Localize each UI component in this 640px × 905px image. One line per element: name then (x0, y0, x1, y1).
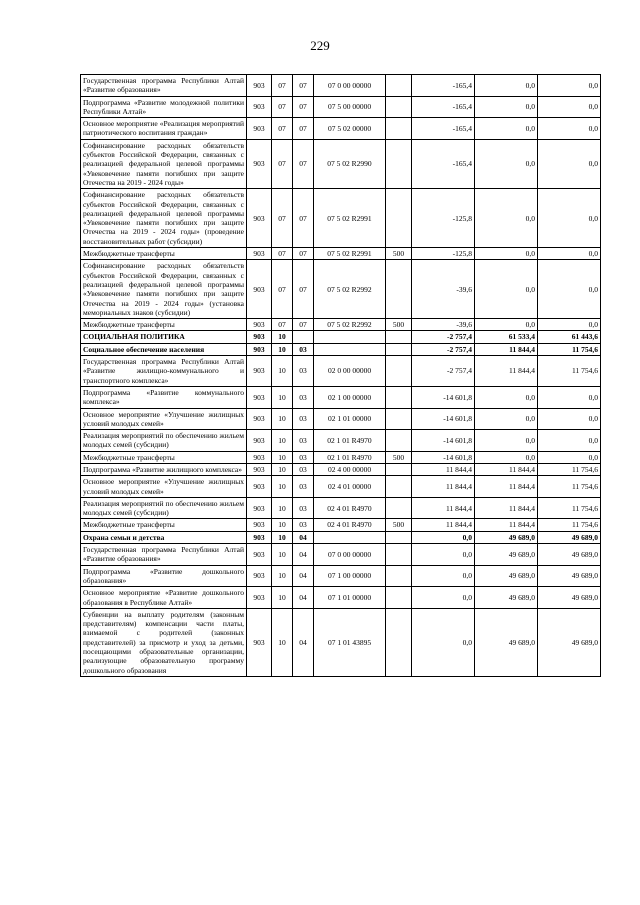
amount-next-year: 11 844,4 (475, 356, 538, 387)
amount-current-year: -14 601,8 (412, 451, 475, 463)
section-code: 10 (272, 519, 293, 531)
subsection-code: 04 (293, 531, 314, 543)
expense-kind-code: 500 (386, 451, 412, 463)
table-row (81, 248, 601, 260)
expense-kind-code (386, 463, 412, 475)
admin-code: 903 (247, 319, 272, 331)
amount-second-year: 61 443,6 (538, 331, 601, 343)
section-code: 10 (272, 531, 293, 543)
table-row (81, 139, 601, 188)
section-code: 07 (272, 189, 293, 248)
expense-kind-code (386, 356, 412, 387)
subsection-code (293, 331, 314, 343)
subsection-code: 07 (293, 75, 314, 97)
subsection-code: 07 (293, 96, 314, 118)
section-code: 10 (272, 497, 293, 519)
section-code: 10 (272, 356, 293, 387)
table-row (81, 319, 601, 331)
subsection-code: 04 (293, 565, 314, 587)
expense-kind-code (386, 587, 412, 609)
subsection-code: 03 (293, 408, 314, 430)
amount-second-year: 0,0 (538, 319, 601, 331)
expense-kind-code (386, 430, 412, 452)
subsection-code: 03 (293, 430, 314, 452)
target-article-code: 02 4 00 00000 (314, 463, 386, 475)
section-code: 07 (272, 118, 293, 140)
expense-kind-code (386, 608, 412, 676)
amount-second-year: 49 689,0 (538, 531, 601, 543)
subsection-code: 03 (293, 463, 314, 475)
table-row (81, 608, 601, 676)
expense-kind-code (386, 531, 412, 543)
table-row (81, 331, 601, 343)
amount-next-year: 11 844,4 (475, 519, 538, 531)
admin-code: 903 (247, 260, 272, 319)
amount-current-year: -165,4 (412, 75, 475, 97)
target-article-code: 07 5 02 R2991 (314, 189, 386, 248)
target-article-code: 02 1 01 00000 (314, 408, 386, 430)
row-name: СОЦИАЛЬНАЯ ПОЛИТИКА (81, 331, 247, 343)
admin-code: 903 (247, 544, 272, 566)
section-code: 07 (272, 248, 293, 260)
target-article-code: 07 1 00 00000 (314, 565, 386, 587)
amount-second-year: 11 754,6 (538, 497, 601, 519)
amount-current-year: -2 757,4 (412, 356, 475, 387)
amount-next-year: 0,0 (475, 248, 538, 260)
table-row (81, 531, 601, 543)
row-name: Софинансирование расходных обязательств субъектов Российской Федерации, связанных с реализацией федеральной целевой программы «Увековечение памяти погибших при защите Отечества на 2019 - 2024 годы» (проведение восстановительных работ (субсидии) (81, 189, 247, 248)
budget-table (80, 74, 601, 677)
section-code: 07 (272, 319, 293, 331)
row-name: Софинансирование расходных обязательств субъектов Российской Федерации, связанных с реализацией федеральной целевой программы «Увековечение памяти погибших при защите Отечества на 2019 - 2024 годы» (установка мемориальных знаков (субсидии) (81, 260, 247, 319)
section-code: 10 (272, 386, 293, 408)
target-article-code: 07 5 02 R2990 (314, 139, 386, 188)
expense-kind-code (386, 189, 412, 248)
amount-current-year: -2 757,4 (412, 343, 475, 355)
amount-next-year: 0,0 (475, 386, 538, 408)
section-code: 10 (272, 331, 293, 343)
amount-next-year: 49 689,0 (475, 544, 538, 566)
amount-second-year: 49 689,0 (538, 608, 601, 676)
section-code: 10 (272, 565, 293, 587)
admin-code: 903 (247, 565, 272, 587)
row-name: Основное мероприятие «Реализация мероприятий патриотического воспитания граждан» (81, 118, 247, 140)
section-code: 10 (272, 608, 293, 676)
amount-second-year: 0,0 (538, 118, 601, 140)
row-name: Основное мероприятие «Улучшение жилищных условий молодых семей» (81, 476, 247, 498)
subsection-code: 07 (293, 189, 314, 248)
table-row (81, 189, 601, 248)
amount-second-year: 11 754,6 (538, 519, 601, 531)
section-code: 07 (272, 139, 293, 188)
target-article-code: 07 5 02 R2992 (314, 260, 386, 319)
admin-code: 903 (247, 497, 272, 519)
table-row (81, 565, 601, 587)
expense-kind-code: 500 (386, 248, 412, 260)
amount-next-year: 0,0 (475, 118, 538, 140)
section-code: 10 (272, 343, 293, 355)
expense-kind-code (386, 386, 412, 408)
row-name: Межбюджетные трансферты (81, 248, 247, 260)
amount-current-year: 11 844,4 (412, 463, 475, 475)
section-code: 07 (272, 96, 293, 118)
admin-code: 903 (247, 608, 272, 676)
expense-kind-code (386, 139, 412, 188)
amount-next-year: 49 689,0 (475, 565, 538, 587)
row-name: Подпрограмма «Развитие молодежной политики Республики Алтай» (81, 96, 247, 118)
amount-next-year: 0,0 (475, 139, 538, 188)
row-name: Подпрограмма «Развитие дошкольного образования» (81, 565, 247, 587)
admin-code: 903 (247, 587, 272, 609)
target-article-code: 02 1 00 00000 (314, 386, 386, 408)
amount-second-year: 0,0 (538, 75, 601, 97)
section-code: 07 (272, 260, 293, 319)
target-article-code: 02 4 01 R4970 (314, 519, 386, 531)
target-article-code: 02 4 01 R4970 (314, 497, 386, 519)
row-name: Подпрограмма «Развитие жилищного комплекса» (81, 463, 247, 475)
amount-second-year: 11 754,6 (538, 476, 601, 498)
amount-second-year: 11 754,6 (538, 356, 601, 387)
subsection-code: 03 (293, 343, 314, 355)
amount-current-year: 11 844,4 (412, 476, 475, 498)
amount-next-year: 0,0 (475, 96, 538, 118)
amount-current-year: 0,0 (412, 544, 475, 566)
expense-kind-code: 500 (386, 319, 412, 331)
row-name: Межбюджетные трансферты (81, 319, 247, 331)
expense-kind-code: 500 (386, 519, 412, 531)
section-code: 10 (272, 544, 293, 566)
target-article-code: 07 1 01 43895 (314, 608, 386, 676)
admin-code: 903 (247, 75, 272, 97)
target-article-code: 07 5 02 R2991 (314, 248, 386, 260)
target-article-code: 07 1 01 00000 (314, 587, 386, 609)
table-row (81, 544, 601, 566)
amount-next-year: 0,0 (475, 189, 538, 248)
amount-next-year: 11 844,4 (475, 343, 538, 355)
row-name: Государственная программа Республики Алтай «Развитие образования» (81, 544, 247, 566)
row-name: Межбюджетные трансферты (81, 451, 247, 463)
amount-current-year: 0,0 (412, 531, 475, 543)
admin-code: 903 (247, 248, 272, 260)
admin-code: 903 (247, 386, 272, 408)
row-name: Государственная программа Республики Алтай «Развитие жилищно-коммунального и транспортного комплекса» (81, 356, 247, 387)
amount-second-year: 49 689,0 (538, 544, 601, 566)
expense-kind-code (386, 331, 412, 343)
amount-second-year: 0,0 (538, 189, 601, 248)
admin-code: 903 (247, 408, 272, 430)
table-row (81, 519, 601, 531)
table-row (81, 118, 601, 140)
table-row (81, 408, 601, 430)
amount-current-year: 0,0 (412, 565, 475, 587)
subsection-code: 04 (293, 544, 314, 566)
page-number: 229 (310, 38, 330, 53)
target-article-code: 02 4 01 00000 (314, 476, 386, 498)
amount-current-year: -165,4 (412, 96, 475, 118)
amount-current-year: -14 601,8 (412, 430, 475, 452)
amount-second-year: 11 754,6 (538, 463, 601, 475)
expense-kind-code (386, 476, 412, 498)
row-name: Реализация мероприятий по обеспечению жильем молодых семей (субсидии) (81, 497, 247, 519)
amount-next-year: 0,0 (475, 75, 538, 97)
amount-second-year: 0,0 (538, 96, 601, 118)
amount-current-year: -39,6 (412, 260, 475, 319)
amount-current-year: -14 601,8 (412, 408, 475, 430)
amount-second-year: 0,0 (538, 139, 601, 188)
subsection-code: 03 (293, 497, 314, 519)
admin-code: 903 (247, 356, 272, 387)
expense-kind-code (386, 75, 412, 97)
table-row (81, 451, 601, 463)
admin-code: 903 (247, 96, 272, 118)
expense-kind-code (386, 497, 412, 519)
amount-second-year: 0,0 (538, 430, 601, 452)
table-row (81, 343, 601, 355)
table-row (81, 260, 601, 319)
amount-current-year: -39,6 (412, 319, 475, 331)
target-article-code: 02 1 01 R4970 (314, 451, 386, 463)
amount-current-year: -165,4 (412, 118, 475, 140)
subsection-code: 07 (293, 319, 314, 331)
amount-current-year: 0,0 (412, 587, 475, 609)
table-row (81, 497, 601, 519)
subsection-code: 03 (293, 519, 314, 531)
subsection-code: 07 (293, 118, 314, 140)
amount-current-year: 0,0 (412, 608, 475, 676)
row-name: Основное мероприятие «Улучшение жилищных условий молодых семей» (81, 408, 247, 430)
subsection-code: 07 (293, 260, 314, 319)
target-article-code: 07 5 02 R2992 (314, 319, 386, 331)
amount-next-year: 49 689,0 (475, 608, 538, 676)
row-name: Социальное обеспечение населения (81, 343, 247, 355)
section-code: 10 (272, 430, 293, 452)
admin-code: 903 (247, 531, 272, 543)
amount-next-year: 61 533,4 (475, 331, 538, 343)
amount-second-year: 49 689,0 (538, 565, 601, 587)
amount-current-year: 11 844,4 (412, 497, 475, 519)
subsection-code: 03 (293, 386, 314, 408)
amount-second-year: 49 689,0 (538, 587, 601, 609)
admin-code: 903 (247, 118, 272, 140)
row-name: Софинансирование расходных обязательств субъектов Российской Федерации, связанных с реализацией федеральной целевой программы «Увековечение памяти погибших при защите Отечества на 2019 - 2024 годы» (81, 139, 247, 188)
admin-code: 903 (247, 451, 272, 463)
amount-next-year: 11 844,4 (475, 497, 538, 519)
subsection-code: 03 (293, 476, 314, 498)
row-name: Подпрограмма «Развитие коммунального комплекса» (81, 386, 247, 408)
amount-next-year: 0,0 (475, 451, 538, 463)
target-article-code: 07 5 02 00000 (314, 118, 386, 140)
table-row (81, 476, 601, 498)
amount-second-year: 0,0 (538, 386, 601, 408)
amount-next-year: 0,0 (475, 260, 538, 319)
expense-kind-code (386, 544, 412, 566)
amount-current-year: -165,4 (412, 139, 475, 188)
amount-next-year: 0,0 (475, 408, 538, 430)
subsection-code: 04 (293, 608, 314, 676)
target-article-code: 07 5 00 00000 (314, 96, 386, 118)
amount-current-year: -125,8 (412, 189, 475, 248)
admin-code: 903 (247, 430, 272, 452)
amount-second-year: 0,0 (538, 260, 601, 319)
amount-next-year: 49 689,0 (475, 531, 538, 543)
subsection-code: 07 (293, 248, 314, 260)
expense-kind-code (386, 96, 412, 118)
expense-kind-code (386, 408, 412, 430)
target-article-code (314, 531, 386, 543)
table-row (81, 430, 601, 452)
subsection-code: 07 (293, 139, 314, 188)
admin-code: 903 (247, 331, 272, 343)
amount-current-year: 11 844,4 (412, 519, 475, 531)
amount-second-year: 0,0 (538, 408, 601, 430)
row-name: Государственная программа Республики Алтай «Развитие образования» (81, 75, 247, 97)
subsection-code: 03 (293, 356, 314, 387)
section-code: 10 (272, 476, 293, 498)
admin-code: 903 (247, 189, 272, 248)
admin-code: 903 (247, 463, 272, 475)
target-article-code (314, 343, 386, 355)
target-article-code: 02 1 01 R4970 (314, 430, 386, 452)
row-name: Основное мероприятие «Развитие дошкольного образования в Республике Алтай» (81, 587, 247, 609)
subsection-code: 03 (293, 451, 314, 463)
amount-current-year: -2 757,4 (412, 331, 475, 343)
subsection-code: 04 (293, 587, 314, 609)
amount-next-year: 49 689,0 (475, 587, 538, 609)
table-row (81, 463, 601, 475)
expense-kind-code (386, 260, 412, 319)
target-article-code: 07 0 00 00000 (314, 75, 386, 97)
target-article-code (314, 331, 386, 343)
row-name: Реализация мероприятий по обеспечению жильем молодых семей (субсидии) (81, 430, 247, 452)
row-name: Межбюджетные трансферты (81, 519, 247, 531)
section-code: 10 (272, 451, 293, 463)
admin-code: 903 (247, 476, 272, 498)
table-row (81, 75, 601, 97)
amount-next-year: 0,0 (475, 319, 538, 331)
section-code: 10 (272, 408, 293, 430)
table-row (81, 356, 601, 387)
table-row (81, 587, 601, 609)
amount-current-year: -125,8 (412, 248, 475, 260)
section-code: 10 (272, 463, 293, 475)
amount-current-year: -14 601,8 (412, 386, 475, 408)
admin-code: 903 (247, 519, 272, 531)
amount-next-year: 11 844,4 (475, 476, 538, 498)
section-code: 07 (272, 75, 293, 97)
target-article-code: 02 0 00 00000 (314, 356, 386, 387)
expense-kind-code (386, 343, 412, 355)
row-name: Охрана семьи и детства (81, 531, 247, 543)
admin-code: 903 (247, 343, 272, 355)
table-row (81, 96, 601, 118)
section-code: 10 (272, 587, 293, 609)
expense-kind-code (386, 118, 412, 140)
table-row (81, 386, 601, 408)
amount-next-year: 11 844,4 (475, 463, 538, 475)
expense-kind-code (386, 565, 412, 587)
amount-second-year: 0,0 (538, 451, 601, 463)
amount-second-year: 0,0 (538, 248, 601, 260)
amount-second-year: 11 754,6 (538, 343, 601, 355)
amount-next-year: 0,0 (475, 430, 538, 452)
admin-code: 903 (247, 139, 272, 188)
row-name: Субвенции на выплату родителям (законным представителям) компенсации части платы, взимаемой с родителей (законных представителей) за присмотр и уход за детьми, посещающими образовательные организации, реализующие образовательную программу дошкольного образования (81, 608, 247, 676)
target-article-code: 07 0 00 00000 (314, 544, 386, 566)
